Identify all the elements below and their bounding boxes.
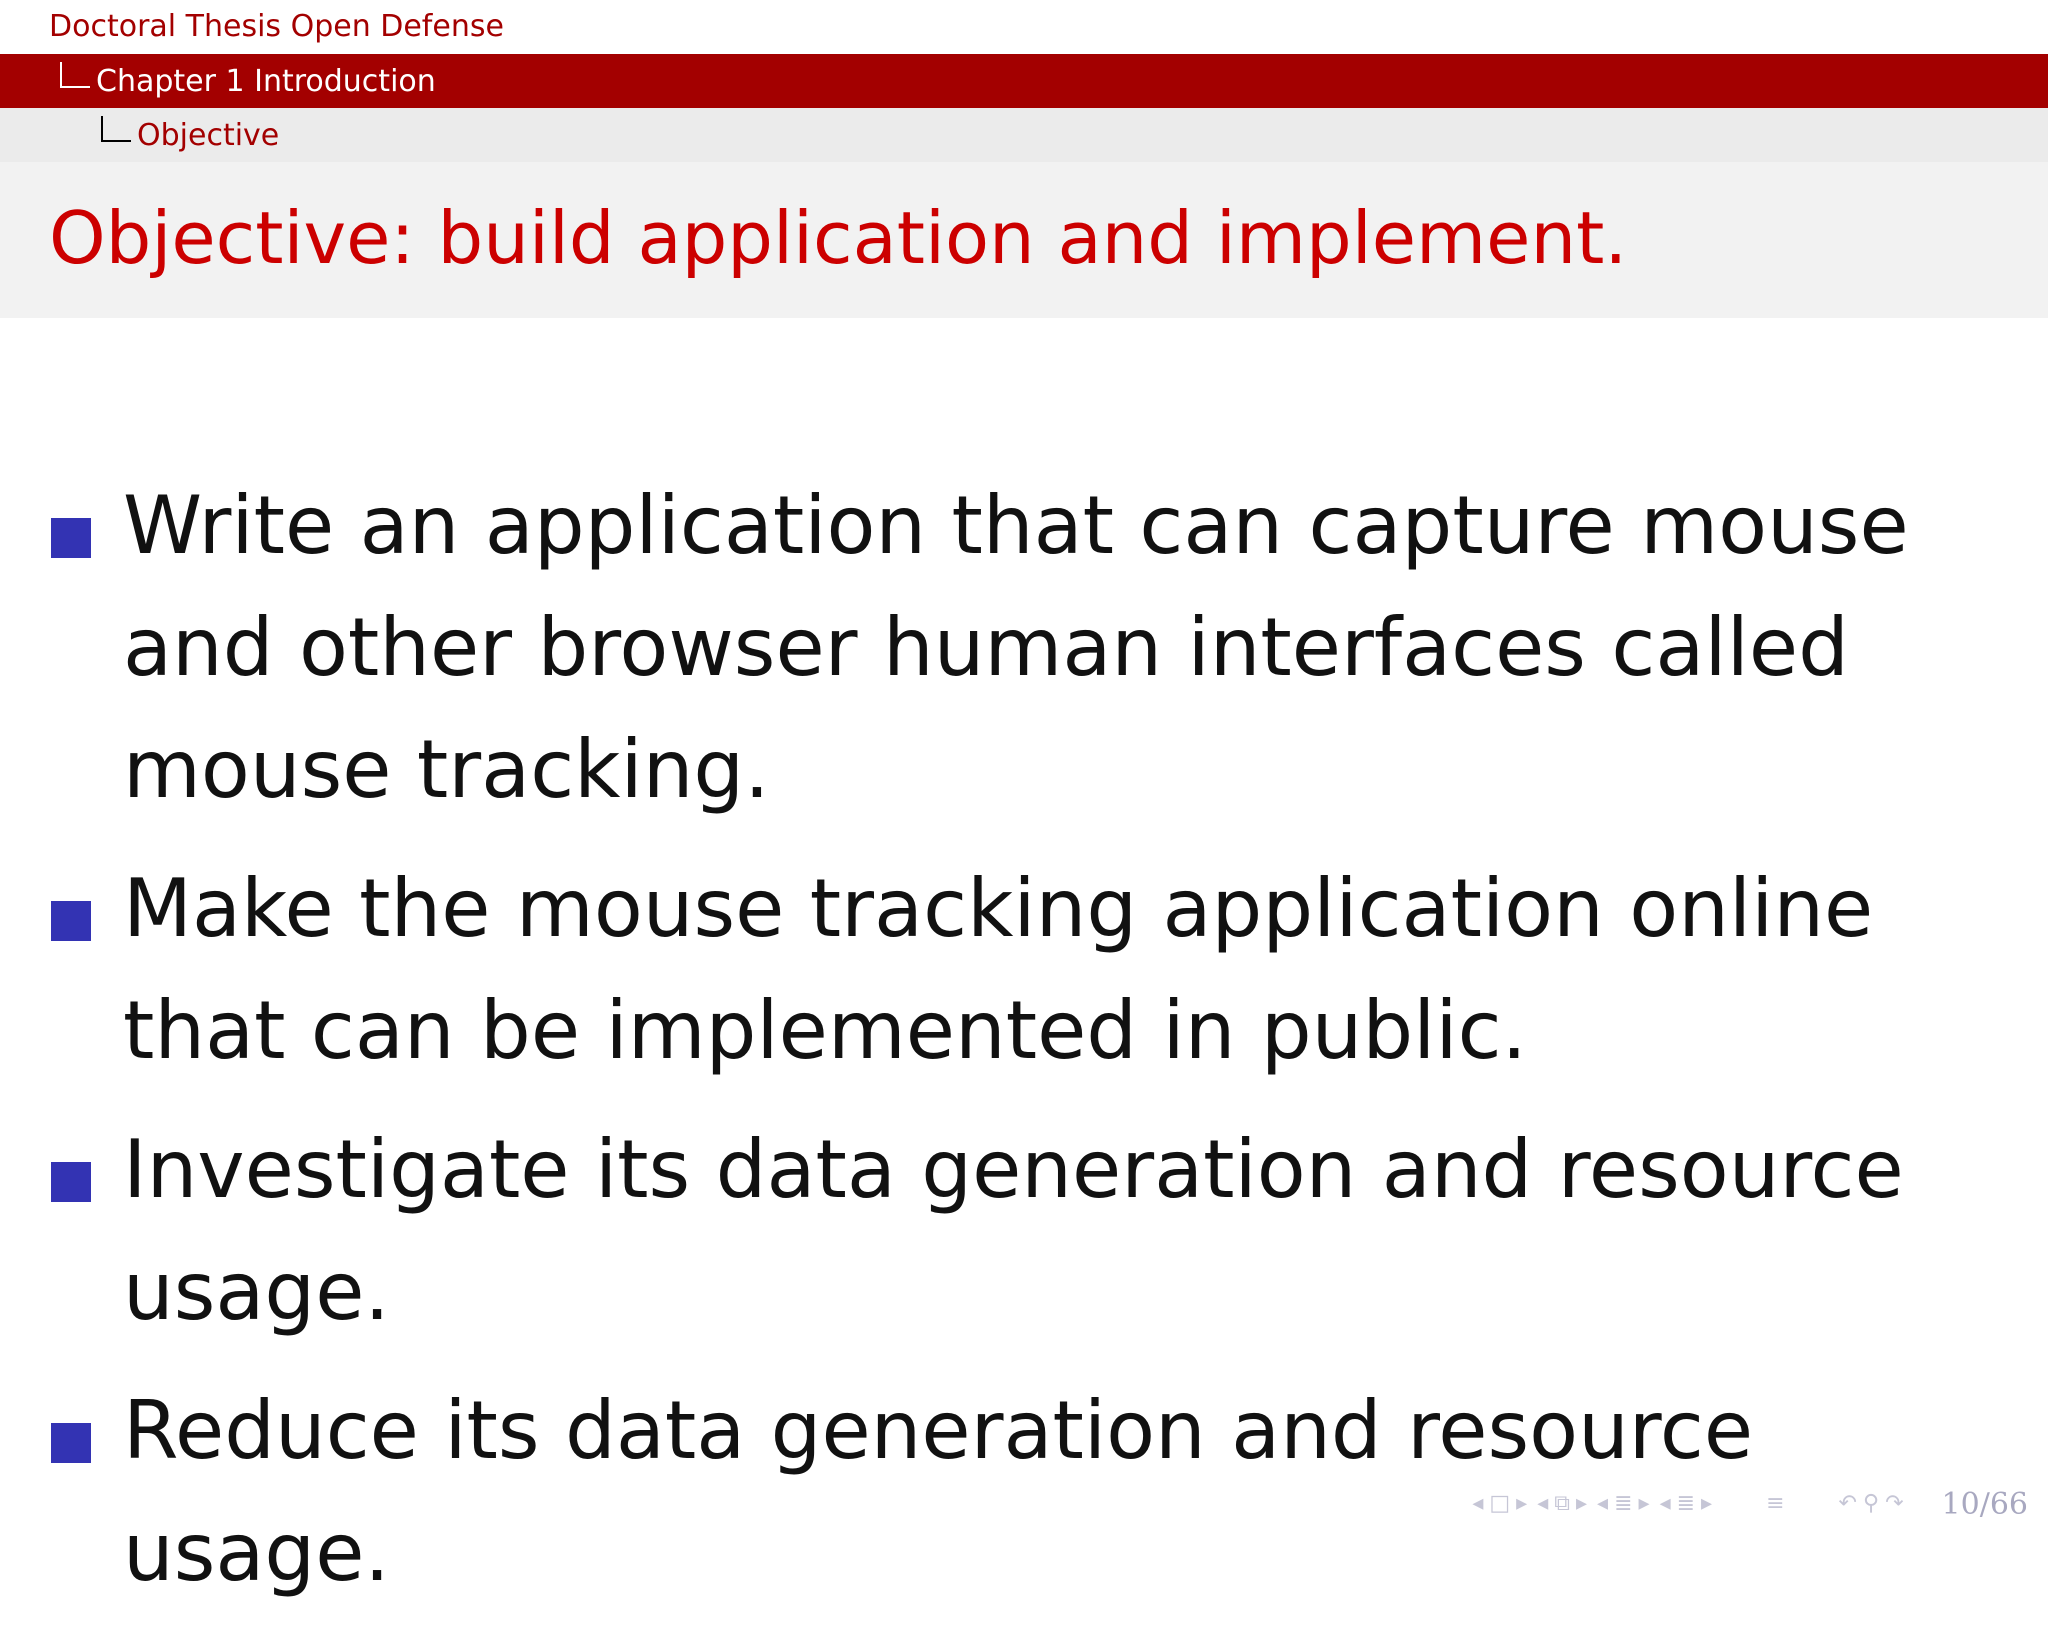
list-item	[0, 848, 1925, 1092]
next-arrow-icon[interactable]: ▸	[1516, 1491, 1528, 1516]
toc-icon[interactable]: ≡	[1766, 1491, 1785, 1516]
prev-arrow-icon[interactable]: ◂	[1537, 1491, 1549, 1516]
bullet-text: Reduce its data generation and resource usage.	[123, 1384, 1754, 1599]
tree-branch-icon	[60, 62, 90, 88]
list-item	[0, 1109, 1925, 1353]
document-nav	[1660, 1493, 1713, 1515]
bullet-text: Investigate its data generation and resource usage.	[123, 1123, 1904, 1338]
section-icon[interactable]: ≣	[1614, 1491, 1633, 1516]
prev-arrow-icon[interactable]: ◂	[1472, 1491, 1484, 1516]
frame-title-block	[0, 162, 2048, 318]
next-arrow-icon[interactable]: ▸	[1575, 1491, 1588, 1516]
square-bullet-icon	[51, 518, 91, 558]
presentation-title: Doctoral Thesis Open Defense	[49, 9, 504, 44]
presentation-title-bar	[0, 0, 2048, 54]
section-title: Chapter 1 Introduction	[96, 64, 436, 99]
bullet-text: Make the mouse tracking application online that can be implemented in public.	[123, 862, 1874, 1077]
frame-icon[interactable]: □	[1489, 1491, 1511, 1516]
square-bullet-icon	[51, 1423, 91, 1463]
next-arrow-icon[interactable]: ▸	[1701, 1491, 1713, 1516]
list-item	[0, 465, 1925, 831]
square-bullet-icon	[51, 901, 91, 941]
section-bar	[0, 54, 2048, 108]
frame-nav	[1472, 1493, 1527, 1515]
frame-title: Objective: build application and implement.	[49, 196, 1628, 280]
tree-branch-icon	[101, 116, 131, 142]
subsection-title: Objective	[137, 118, 280, 153]
forward-icon[interactable]: ↷	[1885, 1491, 1904, 1516]
square-bullet-icon	[51, 1162, 91, 1202]
subsection-icon[interactable]: ⧉	[1554, 1491, 1570, 1516]
prev-arrow-icon[interactable]: ◂	[1597, 1491, 1609, 1516]
navigation-bar	[1472, 1484, 2028, 1524]
bullet-text: Write an application that can capture mouse and other browser human interfaces called mouse tracking.	[123, 479, 1909, 816]
subsection-nav	[1537, 1493, 1587, 1515]
back-icon[interactable]: ↶	[1838, 1491, 1857, 1516]
subsection-bar	[0, 108, 2048, 162]
search-nav	[1839, 1493, 1904, 1515]
document-icon[interactable]: ≣	[1676, 1491, 1696, 1516]
prev-arrow-icon[interactable]: ◂	[1659, 1491, 1671, 1516]
bullet-list	[0, 465, 2048, 1631]
section-nav	[1597, 1493, 1650, 1515]
search-icon[interactable]: ⚲	[1862, 1491, 1880, 1516]
page-number: 10/66	[1941, 1486, 2028, 1522]
next-arrow-icon[interactable]: ▸	[1638, 1491, 1650, 1516]
